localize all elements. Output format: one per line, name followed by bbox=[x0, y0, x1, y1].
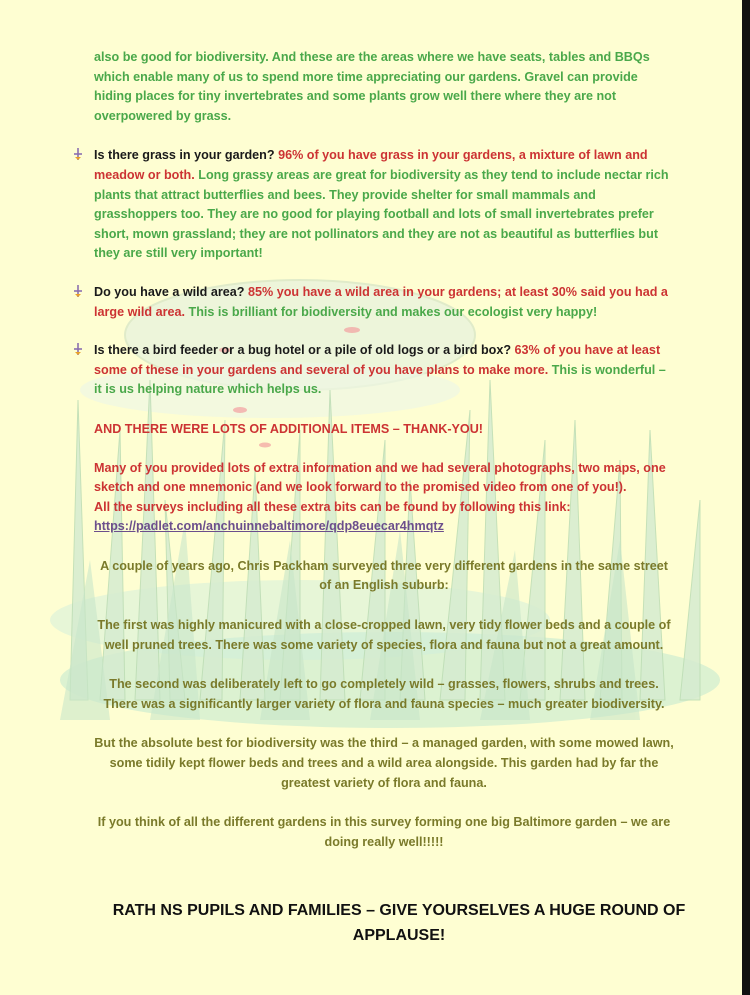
first-garden-paragraph: The first was highly manicured with a close-cropped lawn, very tidy flower beds and a couple of well pruned trees. There was some variety of species, flora and fauna but not a great amount. bbox=[97, 618, 671, 652]
arrow-bullet-icon bbox=[72, 342, 84, 356]
question-text: Do you have a wild area? bbox=[94, 284, 245, 299]
result-text: 63% of you have at least some of these in your gardens and several of you have plans to make more. bbox=[94, 343, 661, 377]
additional-items-heading: AND THERE WERE LOTS OF ADDITIONAL ITEMS – THANK-YOU! bbox=[94, 421, 484, 436]
bullet-wild-area bbox=[94, 283, 674, 322]
padlet-link[interactable]: https://padlet.com/anchuinnebaltimore/qdp8euecar4hmqtz bbox=[94, 519, 444, 534]
result-text: 96% of you have grass in your gardens, a mixture of lawn and meadow or both. bbox=[94, 148, 648, 182]
arrow-bullet-icon bbox=[72, 147, 84, 161]
third-garden-paragraph: But the absolute best for biodiversity was the third – a managed garden, with some mowed lawn, some tidily kept flower beds and trees and a wild area alongside. This garden had by far the greatest variety of flora and fauna. bbox=[94, 736, 674, 790]
question-text: Is there grass in your garden? bbox=[94, 148, 275, 163]
second-garden-paragraph: The second was deliberately left to go completely wild – grasses, flowers, shrubs and trees. There was a significantly larger variety of flora and fauna species – much greater biodiversity. bbox=[103, 677, 665, 711]
page-edge bbox=[742, 0, 750, 995]
article-body bbox=[94, 48, 674, 852]
bullet-grass bbox=[94, 146, 674, 264]
extra-info-paragraph: Many of you provided lots of extra information and we had several photographs, two maps, one sketch and one mnemonic (and we look forward to the promised video from one of you!). bbox=[94, 460, 666, 495]
intro-paragraph: also be good for biodiversity. And these are the areas where we have seats, tables and BBQs which enable many of us to spend more time appreciating our gardens. Gravel can provide hiding places for tiny invertebrates and some plants grow well there where they are not overpowered by grass. bbox=[94, 50, 650, 123]
question-text: Is there a bird feeder or a bug hotel or a pile of old logs or a bird box? bbox=[94, 343, 512, 358]
baltimore-paragraph: If you think of all the different gardens in this survey forming one big Baltimore garden – we are doing really well!!!!! bbox=[97, 815, 671, 849]
bullet-bird-feeder bbox=[94, 341, 674, 400]
comment-text: Long grassy areas are great for biodiversity as they tend to include nectar rich plants that attract butterflies and bees. They provide shelter for small mammals and grasshoppers too. They are no good for playing football and lots of small invertebrates prefer short, mown grassland; they are not pollinators and they are not as beautiful as butterflies but they are still very important! bbox=[94, 167, 669, 261]
applause-heading: RATH NS PUPILS AND FAMILIES – GIVE YOURSELVES A HUGE ROUND OF APPLAUSE! bbox=[112, 902, 686, 944]
comment-text: This is brilliant for biodiversity and makes our ecologist very happy! bbox=[188, 304, 598, 319]
arrow-bullet-icon bbox=[72, 284, 84, 298]
packham-paragraph: A couple of years ago, Chris Packham surveyed three very different gardens in the same street of an English suburb: bbox=[100, 558, 668, 593]
comment-text: This is wonderful – it is us helping nature which helps us. bbox=[94, 362, 666, 397]
surveys-line: All the surveys including all these extra bits can be found by following this link: bbox=[94, 499, 571, 514]
result-text: 85% you have a wild area in your gardens; at least 30% said you had a large wild area. bbox=[94, 284, 668, 319]
